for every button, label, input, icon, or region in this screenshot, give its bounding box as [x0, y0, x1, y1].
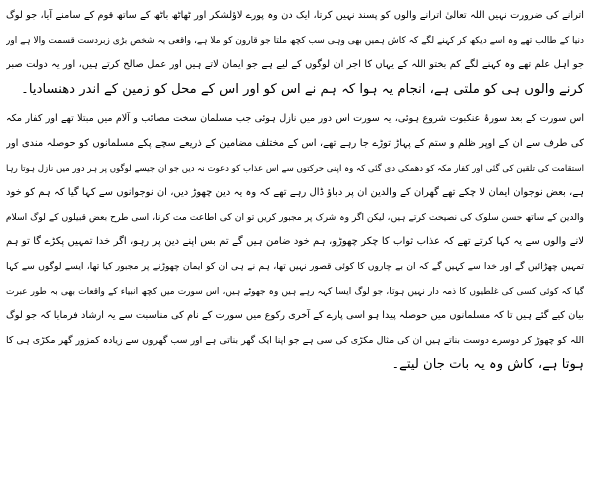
text-line: جو اہل علم تھے وہ کہنے لگے کم بختو اللہ کے یہاں کا اجر ان لوگوں کے لیے ہے جو ایمان لاتے ہیں اور عمل صالح کرتے ہیں، اور یہ دولت صبر — [6, 59, 584, 71]
text-line: اللہ کو چھوڑ کر دوسرے دوست بناتے ہیں ان کی مثال مکڑی کی سی ہے جو اپنا ایک گھر بناتی ہے اور سب گھروں سے زیادہ کمزور گھر مکڑی ہی کا — [6, 334, 584, 346]
text-line: کی طرف سے ان کے اوپر ظلم و ستم کے پہاڑ توڑے جا رہے تھے، اس کے مختلف مضامین کے ذریعے سچے پکے مسلمانوں کو حوصلہ مندی اور — [6, 137, 584, 149]
text-line: استقامت کی تلقین کی گئی اور کفار مکہ کو دھمکی دی گئی کہ وہ اپنی حرکتوں سے اس عذاب کو دعوت نہ دیں جو ان جیسے لوگوں پر ہر دور میں نازل ہوتا رہا — [6, 163, 584, 174]
text-line: ہے، بعض نوجوان ایمان لا چکے تھے گھران کے والدین ان پر دباؤ ڈال رہے تھے کہ وہ یہ دین چھوڑ دیں، ان نوجوانوں سے کہا گیا کہ ہم کو خود — [6, 187, 584, 199]
text-line: گیا کہ کوئی کسی کی غلطیوں کا ذمہ دار نہیں ہوتا، جو لوگ ایسا کہہ رہے ہیں وہ جھوٹے ہیں، اس سورت میں کچھ انبیاء کے واقعات بھی بہ طور عبرت — [6, 286, 584, 297]
text-line: اترانے کی ضرورت نہیں اللہ تعالیٰ اترانے والوں کو پسند نہیں کرتا، ایک دن وہ پورے لاؤلشکر اور ٹھاٹھ باٹھ کے ساتھ قوم کے سامنے آیا، جو لوگ — [6, 10, 584, 21]
text-line: لانے والوں سے یہ کہا کرتے تھے کہ عذاب ثواب کا چکر چھوڑو، ہم خود ضامن ہیں گے تم بس اپنے دین پر رہو، اگر خدا تمہیں پکڑے گا تو ہم — [6, 236, 584, 248]
text-line: اس سورت کے بعد سورۂ عنکبوت شروع ہوئی، یہ سورت اس دور میں نازل ہوئی جب مسلمان سخت مصائب و آلام میں مبتلا تھے اور کفار مکہ — [6, 113, 584, 125]
text-line: دنیا کے طالب تھے وہ اسے دیکھ کر کہنے لگے کہ کاش ہمیں بھی وہی سب کچھ ملتا جو قارون کو ملا ہے، واقعی یہ شخص بڑی زبردست قسمت والا ہے اور — [6, 35, 584, 46]
text-line: والدین کے ساتھ حسن سلوک کی نصیحت کرتے ہیں، لیکن اگر وہ شرک پر مجبور کریں تو ان کی اطاعت مت کرنا، اسی طرح بعض قبیلوں کے لوگ اسلام — [6, 211, 584, 223]
text-line: کرنے والوں ہی کو ملتی ہے، انجام یہ ہوا کہ ہم نے اس کو اور اس کے محل کو زمین کے اندر دھنسادیا۔ — [21, 81, 584, 97]
text-line: تمہیں چھڑائیں گے اور خدا سے کہیں گے کہ ان بے چاروں کا کوئی قصور نہیں تھا، ہم نے ہی ان کو ایمان چھوڑنے پر مجبور کیا تھا، ایسے لوگوں سے کہا — [6, 260, 584, 272]
text-line: ہوتا ہے، کاش وہ یہ بات جان لیتے۔ — [391, 357, 584, 373]
text-line: بیان کیے گئے ہیں تا کہ مسلمانوں میں حوصلہ پیدا ہو اسی پارے کے آخری رکوع میں سورت کے نام کی مناسبت سے یہ ارشاد فرمایا کہ جو لوگ — [6, 310, 584, 322]
paragraph-qarun — [6, 4, 584, 102]
paragraph-ankabut — [6, 107, 584, 378]
